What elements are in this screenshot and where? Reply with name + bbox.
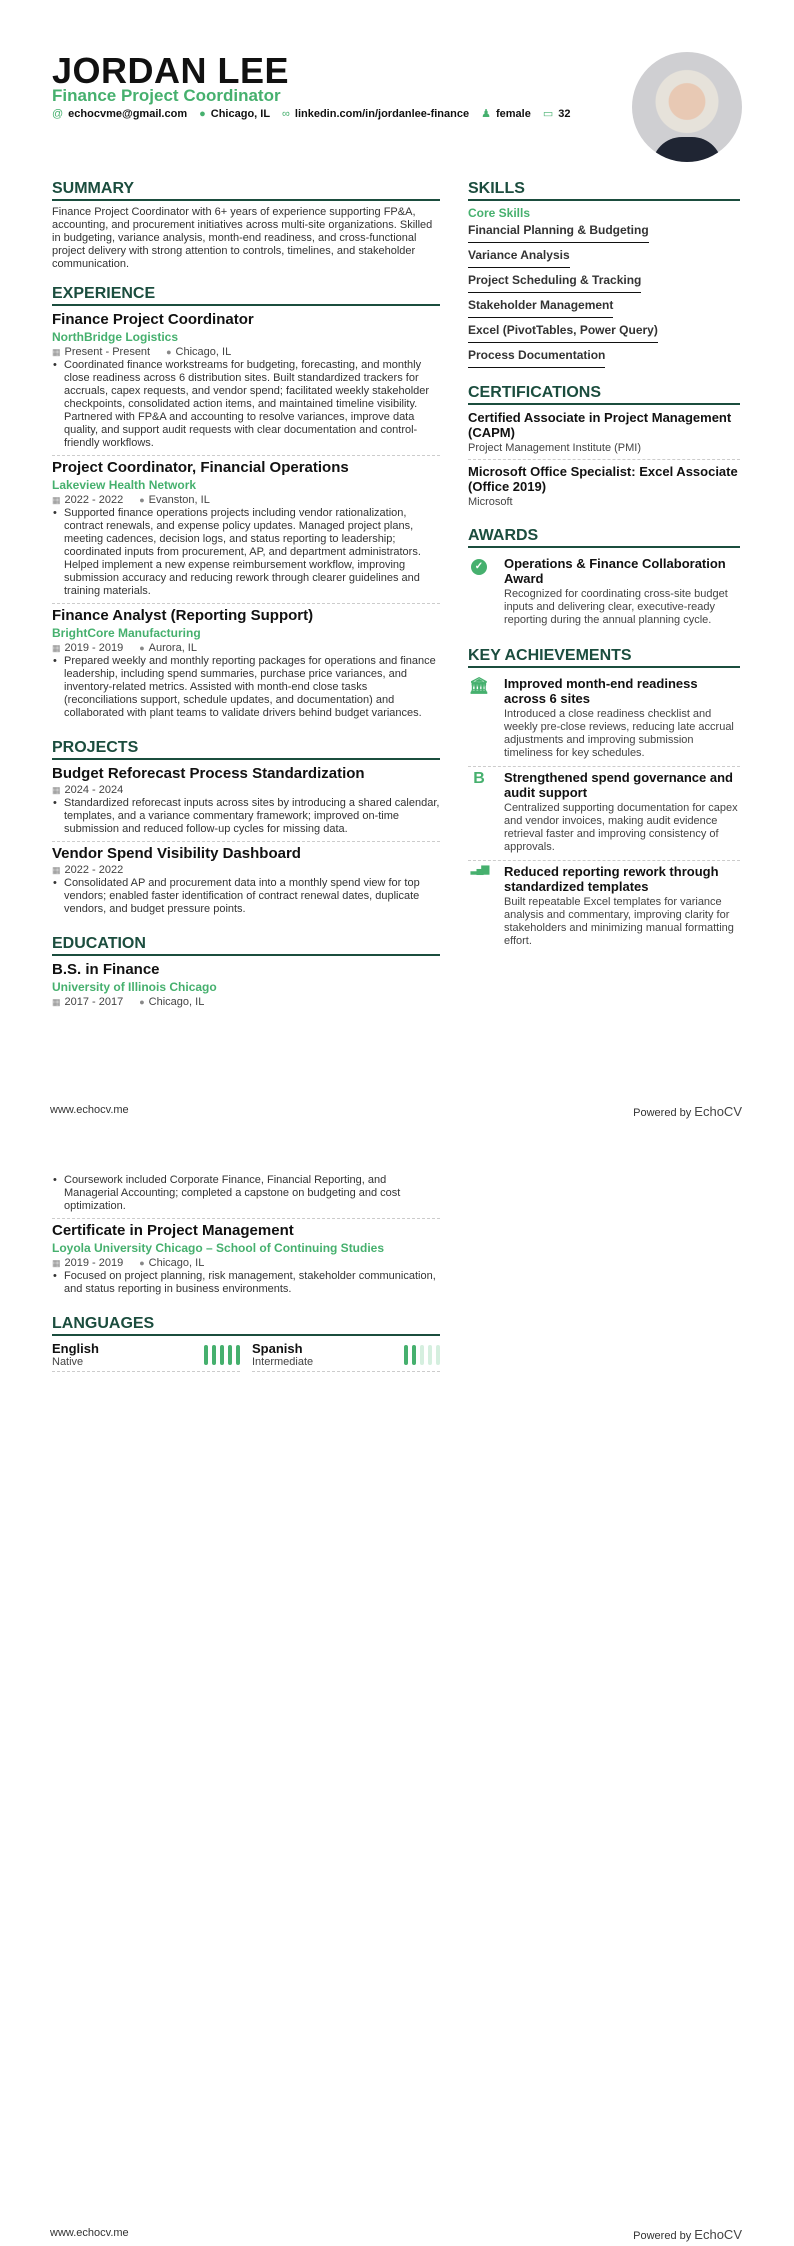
company: Lakeview Health Network xyxy=(52,478,197,492)
dates: 2022 - 2022 xyxy=(64,864,124,876)
location: Chicago, IL xyxy=(210,107,271,120)
education-bullet: • Coursework included Corporate Finance, Financial Reporting, and Managerial Accounting; completed a capstone on budgeting and cost optimization. xyxy=(52,1174,440,1213)
cert-name: Microsoft Office Specialist: Excel Associate (Office 2019) xyxy=(468,464,738,494)
dates: 2017 - 2017 xyxy=(64,996,124,1008)
proficiency-bar xyxy=(420,1345,424,1365)
proficiency-bar xyxy=(228,1345,232,1365)
profile-photo xyxy=(632,52,742,162)
calendar-icon: ▦ xyxy=(52,785,61,795)
location-pin-icon: ● xyxy=(166,347,172,357)
proficiency-bar xyxy=(428,1345,432,1365)
cert-name: Certified Associate in Project Management (CAPM) xyxy=(468,410,732,440)
calendar-icon: ▦ xyxy=(52,865,61,875)
left-column xyxy=(52,166,440,1008)
experience-entry xyxy=(52,459,440,604)
language-level: Intermediate xyxy=(252,1356,314,1368)
education-entry-continued xyxy=(52,1174,440,1219)
degree: Certificate in Project Management xyxy=(52,1222,294,1239)
candidate-name: JORDAN LEE xyxy=(52,50,290,91)
location: Chicago, IL xyxy=(148,996,205,1008)
experience-bullet: • Supported finance operations projects including vendor rationalization, contract renewals, and expense policy updates. Managed project plans, meeting cadences, decision logs, and status reporting to leadership; coordinated inputs from procurement, AP, and department administrators. Helped implement a new expense reimbursement workflow, improving submission accuracy and reducing rework through clearer guidelines and training materials. xyxy=(52,507,440,598)
skills-heading: SKILLS xyxy=(468,180,740,201)
language-name: Spanish xyxy=(252,1341,303,1356)
summary-heading: SUMMARY xyxy=(52,180,440,201)
person-icon: ♟ xyxy=(481,108,491,120)
email[interactable]: echocvme@gmail.com xyxy=(68,107,188,120)
resume-page-2 xyxy=(0,1123,794,2246)
education-entry xyxy=(52,1222,440,1301)
proficiency-bar xyxy=(404,1345,408,1365)
link-icon: ∞ xyxy=(282,107,290,120)
powered-by: Powered by xyxy=(633,2230,692,2242)
education-bullet: • Focused on project planning, risk management, stakeholder communication, and status reporting in business environments. xyxy=(52,1270,440,1296)
linkedin-link[interactable]: linkedin.com/in/jordanlee-finance xyxy=(294,107,470,120)
skill-item: Financial Planning & Budgeting xyxy=(468,220,649,243)
skill-item: Process Documentation xyxy=(468,345,605,368)
achievement-desc: Introduced a close readiness checklist and weekly pre-close reviews, reducing late accrual adjustments and improving submission timeliness for key schedules. xyxy=(504,708,734,759)
proficiency-bars xyxy=(204,1341,240,1368)
age: 32 xyxy=(558,108,571,120)
check-circle-icon: ✓ xyxy=(468,556,490,627)
proficiency-bar xyxy=(204,1345,208,1365)
location-pin-icon: ● xyxy=(139,495,145,505)
achievement-item xyxy=(468,767,740,861)
project-title: Vendor Spend Visibility Dashboard xyxy=(52,845,301,862)
bar-chart-icon: ▂▄▆ xyxy=(470,864,488,875)
dates: 2022 - 2022 xyxy=(64,494,124,506)
proficiency-bar xyxy=(220,1345,224,1365)
project-entry xyxy=(52,845,440,921)
dates: 2024 - 2024 xyxy=(64,784,124,796)
skill-item: Excel (PivotTables, Power Query) xyxy=(468,320,658,343)
location-pin-icon: ● xyxy=(139,643,145,653)
proficiency-bar xyxy=(236,1345,240,1365)
certification-item xyxy=(468,410,740,460)
contact-bar xyxy=(52,107,570,120)
cert-issuer: Microsoft xyxy=(468,496,513,508)
location: Chicago, IL xyxy=(148,1257,205,1269)
certification-item xyxy=(468,464,740,513)
job-title: Project Coordinator, Financial Operations xyxy=(52,459,349,476)
project-title: Budget Reforecast Process Standardization xyxy=(52,765,365,782)
proficiency-bar xyxy=(412,1345,416,1365)
brand[interactable]: EchoCV xyxy=(694,2227,742,2242)
project-entry xyxy=(52,765,440,842)
experience-heading: EXPERIENCE xyxy=(52,285,440,306)
experience-entry xyxy=(52,311,440,456)
degree: B.S. in Finance xyxy=(52,961,160,978)
skill-item: Variance Analysis xyxy=(468,245,570,268)
achievement-item xyxy=(468,673,740,767)
calendar-icon: ▦ xyxy=(52,643,61,653)
location-pin-icon: ● xyxy=(199,107,206,120)
achievement-desc: Built repeatable Excel templates for variance analysis and commentary, improving clarity for stakeholders and minimizing manual formatting effort. xyxy=(504,896,734,947)
calendar-icon: ▦ xyxy=(52,1258,61,1268)
location: Chicago, IL xyxy=(175,346,232,358)
powered-by: Powered by xyxy=(633,1107,692,1119)
gender: female xyxy=(495,108,531,120)
job-title: Finance Project Coordinator xyxy=(52,311,254,328)
language-item xyxy=(52,1341,240,1372)
footer-site[interactable]: www.echocv.me xyxy=(50,2227,129,2239)
school: Loyola University Chicago – School of Continuing Studies xyxy=(52,1241,385,1255)
projects-heading: PROJECTS xyxy=(52,739,440,760)
candidate-title: Finance Project Coordinator xyxy=(52,86,281,105)
calendar-icon: ▦ xyxy=(52,495,61,505)
brand[interactable]: EchoCV xyxy=(694,1104,742,1119)
achievements-heading: KEY ACHIEVEMENTS xyxy=(468,647,740,668)
award-desc: Recognized for coordinating cross-site budget inputs and delivering clear, executive-ready reporting during the annual planning cycle. xyxy=(504,588,728,626)
right-column xyxy=(468,166,740,954)
company: BrightCore Manufacturing xyxy=(52,626,201,640)
achievement-item xyxy=(468,861,740,954)
dates: 2019 - 2019 xyxy=(64,642,124,654)
achievement-desc: Centralized supporting documentation for capex and vendor invoices, making audit evidence retrieval faster and improving consistency of approvals. xyxy=(504,802,738,853)
experience-bullet: • Prepared weekly and monthly reporting packages for operations and finance leadership, including spend summaries, purchase price variances, and inventory-related metrics. Assisted with month-end close tasks (reconciliations support, schedule updates, and documentation) and collaborated with plant teams to validate drivers behind budget variances. xyxy=(52,655,440,720)
project-bullet: • Consolidated AP and procurement data into a monthly spend view for top vendors; enabled faster identification of contract renewal dates, duplicate vendors, and budget pressure points. xyxy=(52,877,440,916)
language-level: Native xyxy=(52,1356,84,1368)
dates: Present - Present xyxy=(64,346,151,358)
education-entry xyxy=(52,961,440,1008)
experience-bullet: • Coordinated finance workstreams for budgeting, forecasting, and monthly close readiness across 6 distribution sites. Built standardized trackers for accruals, capex requests, and vendor spend; facilitated weekly stakeholder checkpoints, consolidated action items, and maintained timeline visibility. Partnered with FP&A and accounting to resolve variances, improve data quality, and support audit requests with clear documentation and control-friendly workflows. xyxy=(52,359,440,450)
language-item xyxy=(252,1341,440,1372)
award-item xyxy=(468,553,740,633)
awards-heading: AWARDS xyxy=(468,527,740,548)
email-icon: @ xyxy=(52,107,64,120)
award-title: Operations & Finance Collaboration Award xyxy=(504,556,726,586)
languages-heading: LANGUAGES xyxy=(52,1315,440,1336)
education-heading: EDUCATION xyxy=(52,935,440,956)
skill-item: Stakeholder Management xyxy=(468,295,613,318)
summary-text: Finance Project Coordinator with 6+ years of experience supporting FP&A, accounting, and procurement initiatives across multi-site organizations. Skilled in budgeting, variance analysis, month-end readiness, and cross-functional project delivery with strong attention to controls, timelines, and stakeholder communication. xyxy=(52,206,433,270)
location-pin-icon: ● xyxy=(139,997,145,1007)
footer-site[interactable]: www.echocv.me xyxy=(50,1104,129,1116)
footer-powered xyxy=(633,2227,742,2242)
calendar-icon: ▭ xyxy=(542,108,554,120)
achievement-title: Reduced reporting rework through standardized templates xyxy=(504,864,719,894)
achievement-title: Strengthened spend governance and audit support xyxy=(504,770,733,800)
job-title: Finance Analyst (Reporting Support) xyxy=(52,607,314,624)
location: Aurora, IL xyxy=(148,642,197,654)
skill-item: Project Scheduling & Tracking xyxy=(468,270,641,293)
language-name: English xyxy=(52,1341,99,1356)
calendar-icon: ▦ xyxy=(52,347,61,357)
certifications-heading: CERTIFICATIONS xyxy=(468,384,740,405)
cert-issuer: Project Management Institute (PMI) xyxy=(468,442,642,454)
school: University of Illinois Chicago xyxy=(52,980,217,994)
achievement-title: Improved month-end readiness across 6 sites xyxy=(504,676,698,706)
dates: 2019 - 2019 xyxy=(64,1257,124,1269)
letter-b-icon: B xyxy=(473,770,485,787)
skills-group: Core Skills xyxy=(468,206,531,220)
company: NorthBridge Logistics xyxy=(52,330,179,344)
left-column-continued xyxy=(52,1173,440,1372)
footer-powered xyxy=(633,1104,742,1119)
experience-entry xyxy=(52,607,440,725)
proficiency-bar xyxy=(436,1345,440,1365)
calendar-icon: ▦ xyxy=(52,997,61,1007)
location-pin-icon: ● xyxy=(139,1258,145,1268)
project-bullet: • Standardized reforecast inputs across sites by introducing a shared calendar, templates, and a variance commentary framework; improved on-time submission and reduced follow-up cycles for missing data. xyxy=(52,797,440,836)
proficiency-bar xyxy=(212,1345,216,1365)
location: Evanston, IL xyxy=(148,494,210,506)
proficiency-bars xyxy=(404,1341,440,1368)
bank-icon: 🏛 xyxy=(468,678,490,695)
